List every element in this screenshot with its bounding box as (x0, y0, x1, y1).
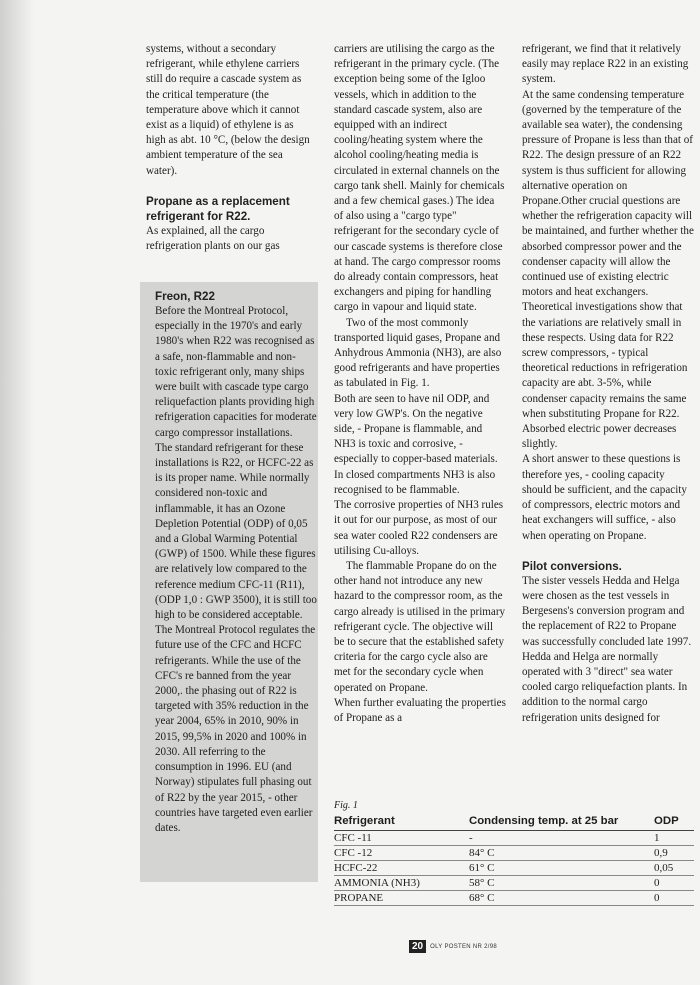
col3-paragraph: Hedda and Helga are normally operated with 3 "direct" sea water cooled cargo reliquefaction plants. In addition to the normal cargo refrigeration units designed for (522, 650, 688, 724)
col3-paragraph: At the same condensing temperature (governed by the temperature of the available sea water), the condensing pressure of Propane is less than that of R22. The design pressure of an R22 system is thus sufficient for allowing alternative operation on Propane.Other crucial questions are whether the refrigeration capacity will be maintained, and further whether the absorbed compressor power and the condenser capacity will allow the continued use of existing electric motors and heat exchangers. (522, 88, 694, 299)
freon-paragraph: The Montreal Protocol regulates the future use of the CFC and HCFC refrigerants. While the use of the CFC's re banned from the year 2000,. the phasing out of R22 is targeted with 35% reduction in the year 2004, 65% in 2010, 90% in 2015, 99,5% in 2020 and 100% in 2030. All referring to the consumption in 1996. EU (and Norway) stipulates full phasing out of R22 by the year 2015, - other countries have targeted even earlier dates. (155, 624, 316, 834)
page-edge-shadow (0, 0, 34, 985)
col2-paragraph: Both are seen to have nil ODP, and very low GWP's. On the negative side, - Propane is flammable, and NH3 is toxic and corrosive, - especially to copper-based materials. In closed compartments NH3 is also recognised to be flammable. (334, 392, 498, 496)
table-cell: HCFC-22 (334, 861, 469, 876)
col3-paragraph: A short answer to these questions is therefore yes, - cooling capacity should be sufficient, and the capacity of compressors, electric motors and heat exchangers will suffice, - also when operating on Propane. (522, 453, 687, 542)
column-header: Refrigerant (334, 812, 469, 831)
col2-paragraph: When further evaluating the properties of Propane as a (334, 696, 506, 724)
col1-paragraph: systems, without a secondary refrigerant, while ethylene carriers still do require a cascade system as the critical temperature (the temperature above which it cannot exist as a liquid) of ethylene is as high as abt. 10 °C, (below the design ambient temperature of the sea water). (146, 43, 310, 177)
page-number: 20 (409, 940, 426, 953)
column-2 (334, 42, 506, 726)
col2-paragraph: Two of the most commonly transported liquid gases, Propane and Anhydrous Ammonia (NH3), are also good refrigerants and have properties as tabulated in Fig. 1. (334, 316, 502, 390)
column-header: Condensing temp. at 25 bar (469, 812, 654, 831)
column-3 (522, 42, 694, 726)
col1-paragraph: As explained, all the cargo refrigeration plants on our gas (146, 224, 280, 253)
col2-paragraph: The corrosive properties of NH3 rules it out for our purpose, as most of our sea water cooled R22 condensers are utilising Cu-alloys. (334, 499, 504, 557)
table-row (334, 891, 694, 906)
table-cell: 61° C (469, 861, 654, 876)
table-cell: 0,05 (654, 861, 694, 876)
column-header: ODP (654, 812, 694, 831)
table-cell: 0 (654, 891, 694, 906)
table-header-row (334, 812, 694, 831)
table-cell: CFC -12 (334, 846, 469, 861)
column-1 (146, 42, 316, 254)
table-cell: 68° C (469, 891, 654, 906)
figure-label: Fig. 1 (334, 800, 358, 811)
table-cell: CFC -11 (334, 831, 469, 846)
sidebar-heading-freon: Freon, R22 (155, 290, 215, 303)
section-heading-pilot: Pilot conversions. (522, 559, 622, 573)
table-row (334, 846, 694, 861)
table-row (334, 831, 694, 846)
col3-paragraph: The sister vessels Hedda and Helga were chosen as the test vessels in Bergesens's conversion program and the replacement of R22 to Propane was successfully concluded late 1997. (522, 574, 692, 648)
table-row (334, 876, 694, 891)
table-cell: 1 (654, 831, 694, 846)
freon-sidebar-content (155, 289, 317, 836)
table-cell: 84° C (469, 846, 654, 861)
table-cell: AMMONIA (NH3) (334, 876, 469, 891)
col2-paragraph: carriers are utilising the cargo as the refrigerant in the primary cycle. (The exception being some of the Igloo vessels, which in addition to the standard cascade system, also are equipped with an indirect cooling/heating system where the alcohol cooling/heating media is circulated in external channels on the cargo tank shell. Mainly for chemicals and a few chemical gases.) The idea of also using a "cargo type" refrigerant for the secondary cycle of our cascade systems is therefore close at hand. The cargo compressor rooms do already contain compressors, heat exchangers and piping for handling cargo in vapour and liquid state. (334, 43, 505, 314)
page-footer (409, 940, 497, 953)
table-cell: PROPANE (334, 891, 469, 906)
section-heading-propane: Propane as a replacement refrigerant for R22. (146, 194, 290, 223)
table-cell: 0 (654, 876, 694, 891)
table-cell: - (469, 831, 654, 846)
freon-paragraph: The standard refrigerant for these installations is R22, or HCFC-22 as is its proper name. While normally considered non-toxic and inflammable, it has an Ozone Depletion Potential (ODP) of 0,05 and a Global Warming Potential (GWP) of 1500. While these figures are relatively low compared to the reference medium CFC-11 (R11), (ODP 1,0 : GWP 3500), it is still too high to be considered acceptable. (155, 441, 317, 622)
table-cell: 0,9 (654, 846, 694, 861)
freon-paragraph: Before the Montreal Protocol, especially in the 1970's and early 1980's when R22 was recognised as a safe, non-flammable and non-toxic refrigerant only, many ships were built with cascade type cargo reliquefaction plants providing high refrigeration capacities for moderate cargo compressor installations. (155, 305, 317, 439)
table-row (334, 861, 694, 876)
table-cell: 58° C (469, 876, 654, 891)
publication-name: OLY POSTEN NR 2/98 (430, 943, 497, 950)
col3-paragraph: refrigerant, we find that it relatively easily may replace R22 in an existing system. (522, 43, 689, 86)
refrigerant-table (334, 812, 694, 906)
col2-paragraph: The flammable Propane do on the other hand not introduce any new hazard to the compressor room, as the cargo already is utilised in the primary refrigerant cycle. The objective will be to secure that the established safety criteria for the cargo cycle also are met for the secondary cycle when operated on Propane. (334, 559, 506, 694)
col3-paragraph: Theoretical investigations show that the variations are relatively small in these respects. Using data for R22 screw compressors, - typical theoretical reductions in refrigeration capacity are abt. 3-5%, while condenser capacity remains the same when substituting Propane for R22. Absorbed electric power decreases slightly. (522, 301, 688, 451)
